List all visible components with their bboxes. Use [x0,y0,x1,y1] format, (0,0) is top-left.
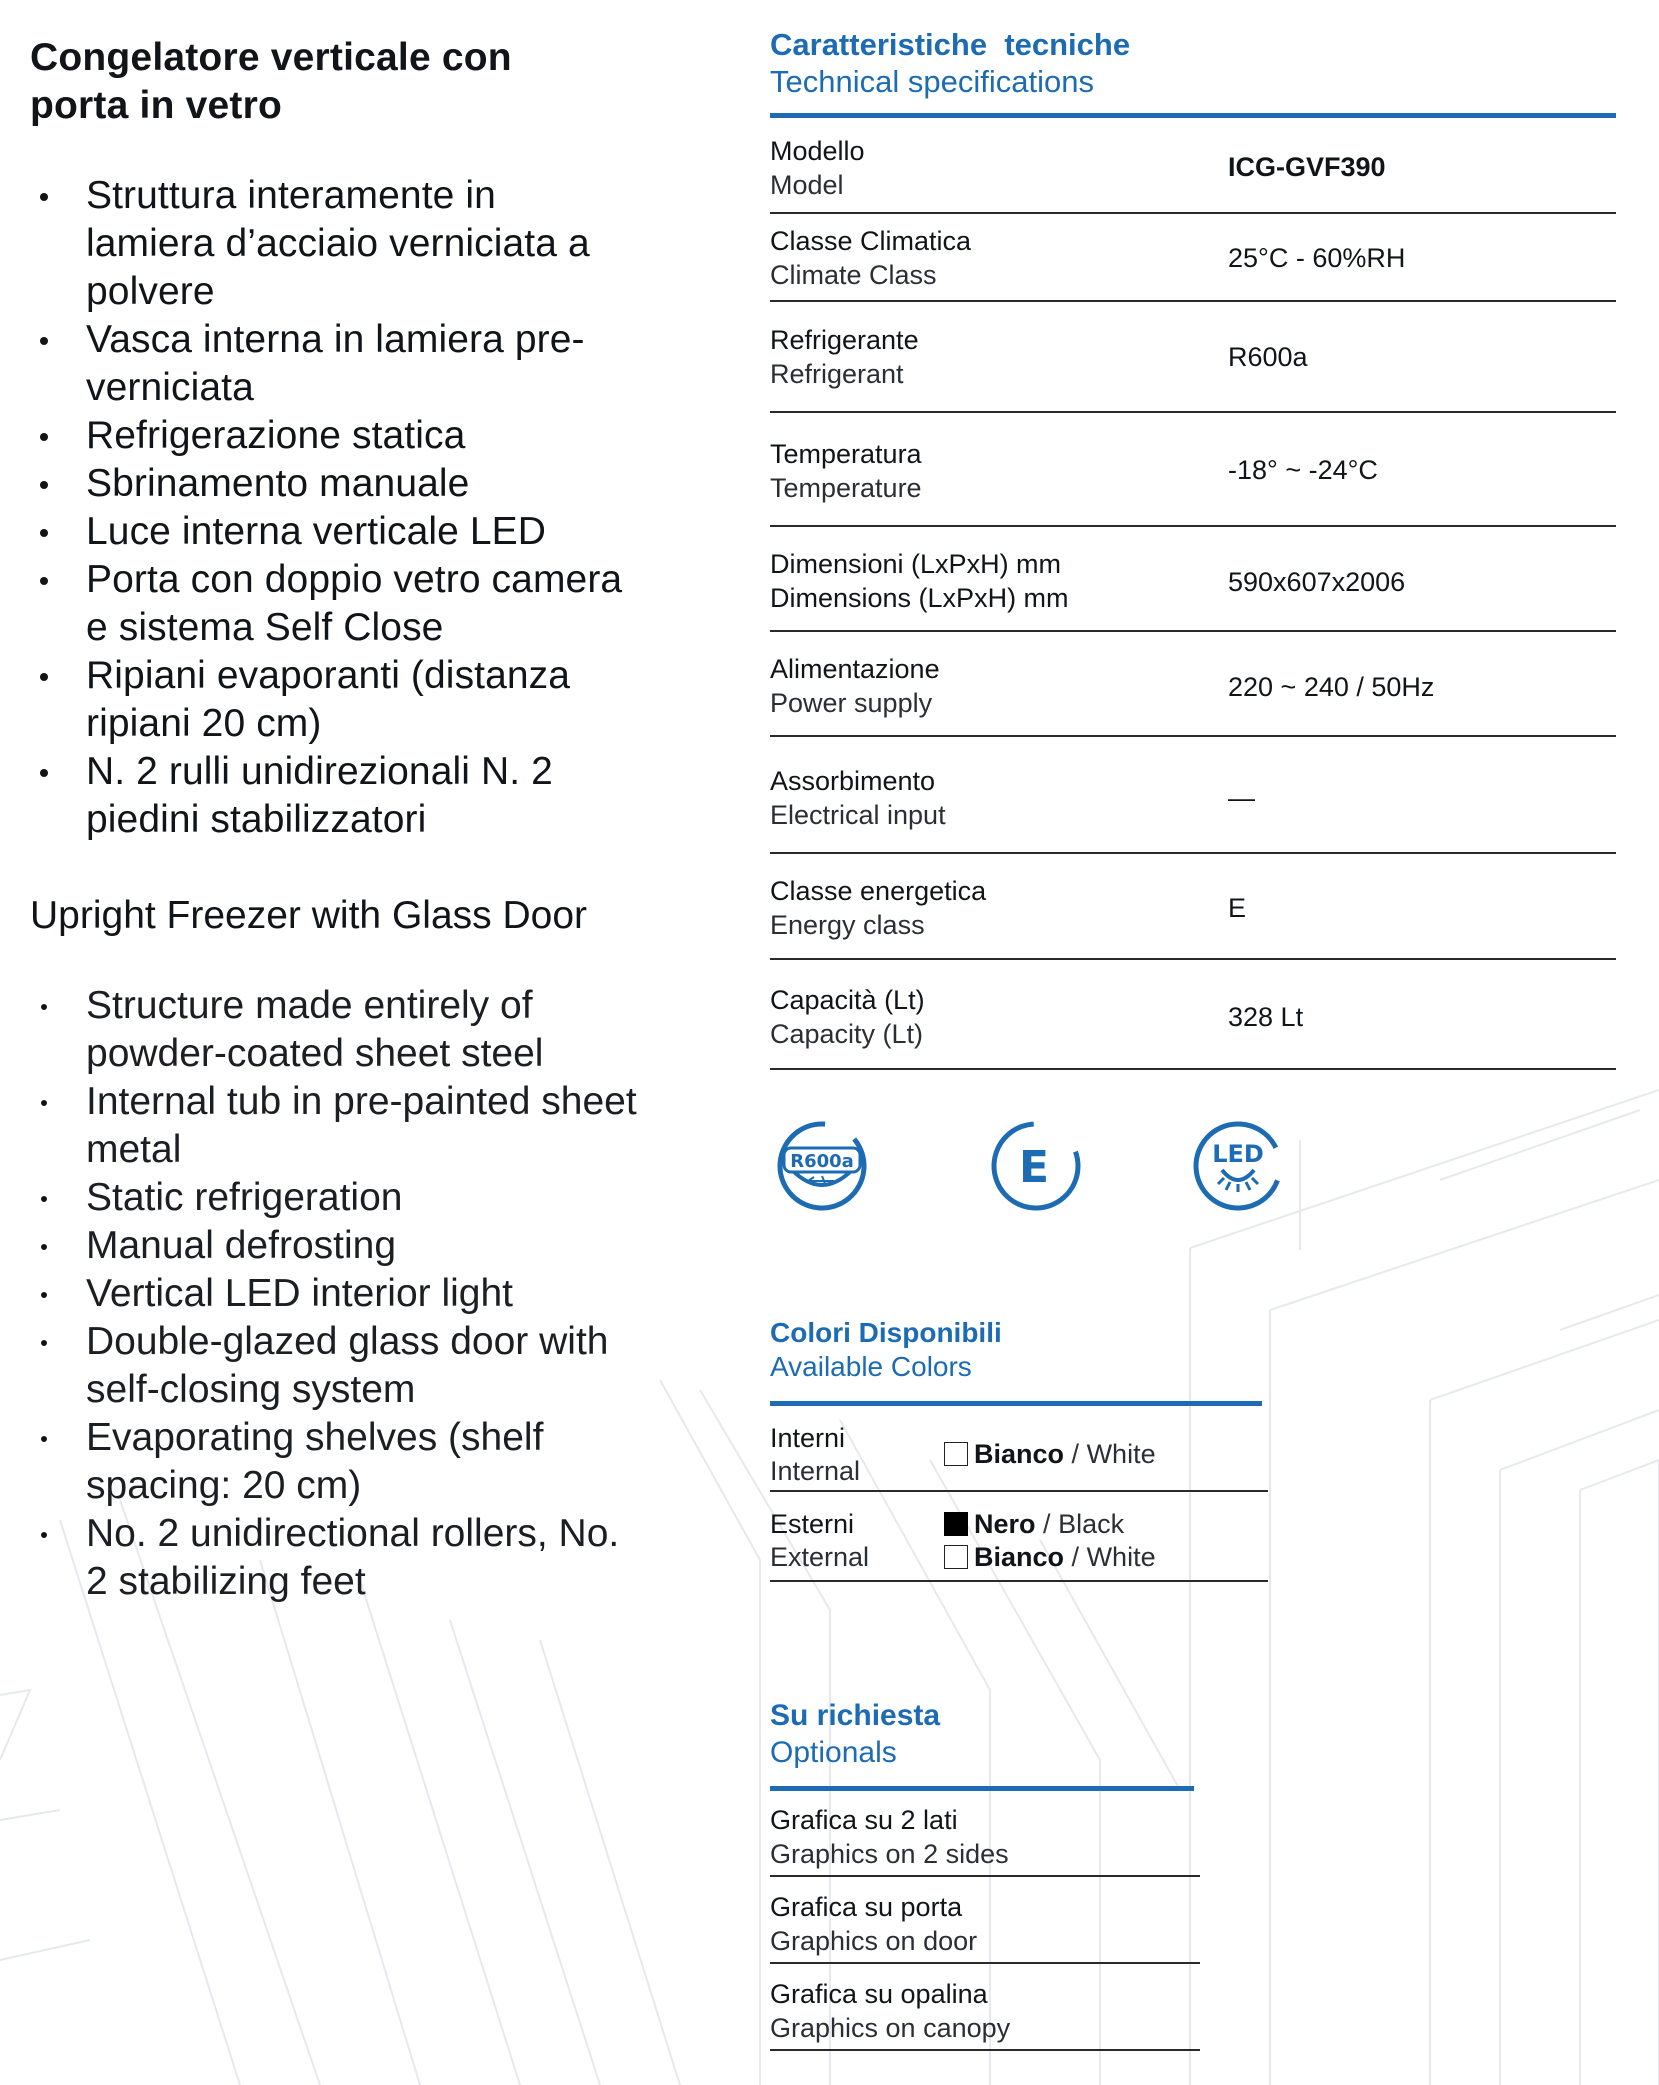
spec-value: R600a [1228,342,1308,372]
feature-item: Luce interna verticale LED [30,508,630,556]
spec-value: 25°C - 60%RH [1228,243,1406,273]
color-label-italian: Interni [770,1423,846,1453]
optional-label-english: Graphics on 2 sides [770,1839,1009,1869]
spec-label-italian: Refrigerante [770,325,919,355]
specs-title-italian: Caratteristiche tecniche [770,27,1131,62]
spec-label-english: Power supply [770,688,933,718]
spec-value: — [1228,783,1255,813]
spec-label-italian: Assorbimento [770,766,936,796]
color-label-italian: Esterni [770,1509,855,1539]
spec-value: 590x607x2006 [1228,567,1406,597]
color-name-english: White [1086,1439,1156,1469]
spec-row-climate-class [770,214,1616,302]
black-swatch [944,1512,968,1536]
optionals-title-english: Optionals [770,1736,897,1769]
features-list-italian [30,172,630,844]
optional-item [770,1964,1200,2051]
color-option [944,1541,1156,1574]
specifications-column [746,0,1616,2085]
spec-row-temperature [770,413,1616,527]
spec-value: E [1228,893,1247,923]
spec-label-italian: Modello [770,136,865,166]
energy-class-icon [988,1118,1084,1214]
feature-item: Manual defrosting [30,1222,640,1270]
spec-value: 220 ~ 240 / 50Hz [1228,672,1435,702]
optional-label-italian: Grafica su opalina [770,1979,988,2009]
spec-row-power-supply [770,632,1616,737]
optional-label-english: Graphics on canopy [770,2013,1011,2043]
feature-item: N. 2 rulli unidirezionali N. 2 piedini stabilizzatori [30,748,630,844]
color-option [944,1508,1124,1541]
color-name-italian: Bianco [974,1439,1065,1469]
svg-text:R600a: R600a [790,1151,854,1172]
feature-item: Refrigerazione statica [30,412,630,460]
specs-section-title [770,26,1130,100]
spec-value: -18° ~ -24°C [1228,455,1378,485]
optional-item [770,1877,1200,1964]
colors-title-italian: Colori Disponibili [770,1317,1002,1348]
color-label-english: Internal [770,1456,861,1486]
color-name-english: White [1086,1542,1156,1572]
product-description-column [30,34,670,1606]
feature-item: Struttura interamente in lamiera d’acciaio verniciata a polvere [30,172,630,316]
spec-label-italian: Alimentazione [770,654,940,684]
feature-item: Ripiani evaporanti (distanza ripiani 20 cm) [30,652,630,748]
feature-item: Static refrigeration [30,1174,640,1222]
feature-item: Sbrinamento manuale [30,460,630,508]
spec-label-english: Model [770,170,844,200]
color-label-english: External [770,1542,870,1572]
r600a-refrigerant-icon [774,1118,870,1214]
optionals-title-italian: Su richiesta [770,1699,941,1732]
color-separator: / [1071,1439,1080,1469]
feature-item: Double-glazed glass door with self-closing system [30,1318,640,1414]
optionals-section-title [770,1697,940,1771]
spec-label-english: Energy class [770,910,925,940]
spec-label-italian: Classe energetica [770,876,987,906]
white-swatch [944,1545,968,1569]
spec-label-english: Capacity (Lt) [770,1019,924,1049]
spec-row-model [770,118,1616,214]
spec-label-italian: Capacità (Lt) [770,985,925,1015]
optional-label-italian: Grafica su 2 lati [770,1805,958,1835]
optional-item [770,1791,1200,1877]
features-list-english [30,982,640,1606]
spec-value: ICG-GVF390 [1228,152,1386,182]
colors-section-title [770,1316,1002,1384]
product-title-english: Upright Freezer with Glass Door [30,894,588,937]
specs-title-english: Technical specifications [770,64,1094,99]
colors-title-english: Available Colors [770,1351,972,1382]
color-separator: / [1071,1542,1080,1572]
spec-label-italian: Temperatura [770,439,922,469]
product-title-italian: Congelatore verticale con porta in vetro [30,36,512,127]
svg-text:LED: LED [1212,1140,1264,1168]
spec-row-energy-class [770,854,1616,960]
spec-label-english: Refrigerant [770,359,904,389]
spec-label-english: Climate Class [770,260,937,290]
optional-label-italian: Grafica su porta [770,1892,963,1922]
color-name-italian: Bianco [974,1542,1065,1572]
spec-label-english: Dimensions (LxPxH) mm [770,583,1069,613]
spec-label-english: Temperature [770,473,922,503]
spec-label-italian: Classe Climatica [770,226,972,256]
feature-item: Vertical LED interior light [30,1270,640,1318]
color-separator: / [1043,1509,1051,1539]
spec-row-capacity [770,960,1616,1070]
feature-item: Evaporating shelves (shelf spacing: 20 cm) [30,1414,640,1510]
color-name-italian: Nero [974,1509,1036,1539]
color-name-english: Black [1058,1509,1125,1539]
spec-row-electrical-input [770,737,1616,854]
led-light-icon [1190,1118,1286,1214]
spec-label-english: Electrical input [770,800,946,830]
feature-item: Internal tub in pre-painted sheet metal [30,1078,640,1174]
spec-label-italian: Dimensioni (LxPxH) mm [770,549,1062,579]
feature-item: Vasca interna in lamiera pre-verniciata [30,316,630,412]
optional-label-english: Graphics on door [770,1926,978,1956]
feature-item: No. 2 unidirectional rollers, No. 2 stabilizing feet [30,1510,640,1606]
spec-row-dimensions [770,527,1616,632]
svg-text:E: E [1018,1142,1050,1193]
color-option [944,1438,1156,1471]
color-row-internal [770,1406,1268,1492]
spec-value: 328 Lt [1228,1002,1304,1032]
spec-row-refrigerant [770,302,1616,413]
white-swatch [944,1442,968,1466]
feature-item: Porta con doppio vetro camera e sistema Self Close [30,556,630,652]
color-row-external [770,1492,1268,1582]
feature-item: Structure made entirely of powder-coated sheet steel [30,982,640,1078]
